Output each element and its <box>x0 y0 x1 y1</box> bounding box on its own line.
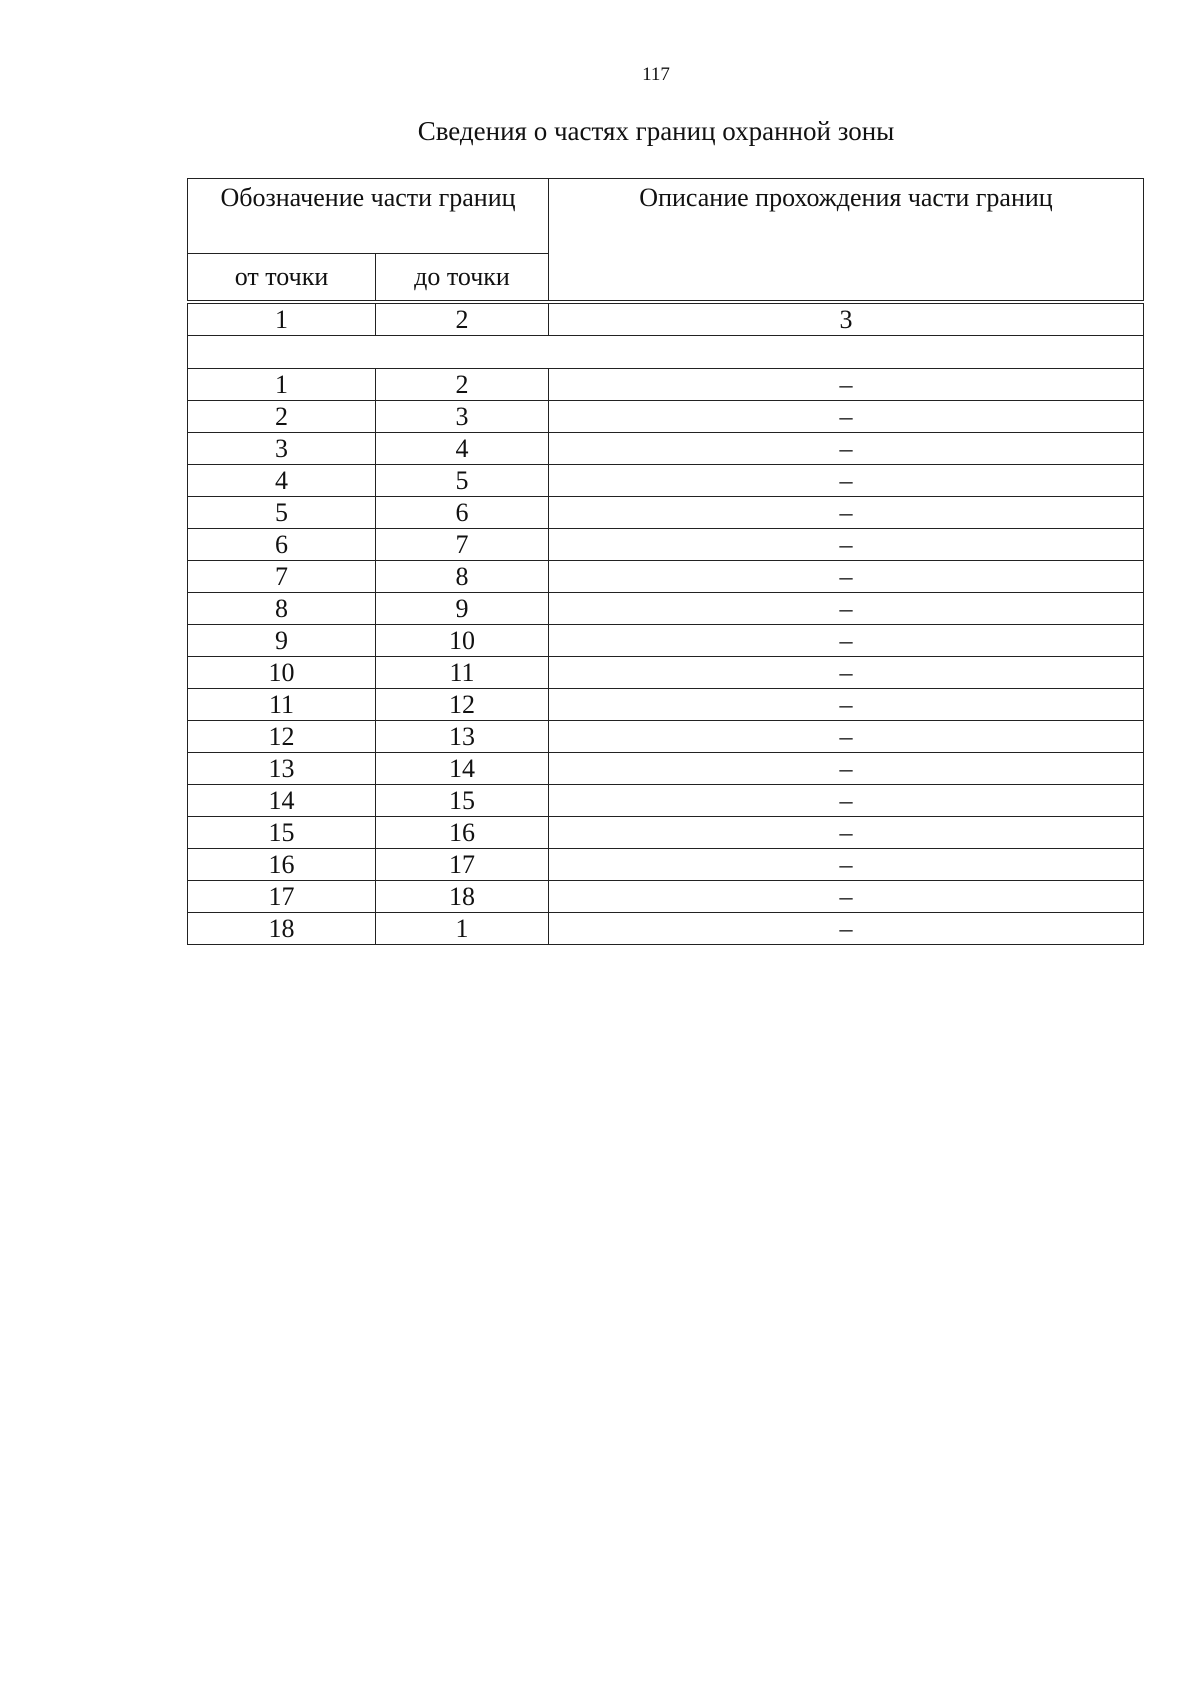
from-point-cell: 4 <box>188 465 376 497</box>
description-cell: – <box>549 881 1144 913</box>
table-row <box>188 593 1144 625</box>
from-point-cell: 15 <box>188 817 376 849</box>
header-from-point: от точки <box>188 254 376 301</box>
from-point-cell: 7 <box>188 561 376 593</box>
table-row <box>188 497 1144 529</box>
column-number: 3 <box>549 304 1144 336</box>
description-cell: – <box>549 593 1144 625</box>
to-point-cell: 11 <box>376 657 549 689</box>
description-cell: – <box>549 913 1144 945</box>
description-cell: – <box>549 529 1144 561</box>
from-point-cell: 10 <box>188 657 376 689</box>
to-point-cell: 14 <box>376 753 549 785</box>
document-title: Сведения о частях границ охранной зоны <box>417 116 895 146</box>
table-row <box>188 913 1144 945</box>
column-number: 1 <box>188 304 376 336</box>
table-row <box>188 369 1144 401</box>
section-label <box>188 336 1144 369</box>
table-row <box>188 561 1144 593</box>
to-point-cell: 16 <box>376 817 549 849</box>
description-cell: – <box>549 785 1144 817</box>
column-numbering-row <box>188 304 1144 336</box>
to-point-cell: 10 <box>376 625 549 657</box>
from-point-cell: 1 <box>188 369 376 401</box>
from-point-cell: 16 <box>188 849 376 881</box>
to-point-cell: 8 <box>376 561 549 593</box>
description-cell: – <box>549 689 1144 721</box>
table-row <box>188 657 1144 689</box>
to-point-cell: 18 <box>376 881 549 913</box>
description-cell: – <box>549 817 1144 849</box>
table-row <box>188 721 1144 753</box>
description-cell: – <box>549 401 1144 433</box>
header-to-point: до точки <box>376 254 549 301</box>
to-point-cell: 4 <box>376 433 549 465</box>
from-point-cell: 8 <box>188 593 376 625</box>
from-point-cell: 17 <box>188 881 376 913</box>
column-number: 2 <box>376 304 549 336</box>
from-point-cell: 2 <box>188 401 376 433</box>
table-row <box>188 625 1144 657</box>
to-point-cell: 3 <box>376 401 549 433</box>
header-boundary-designation: Обозначение части границ <box>188 179 549 254</box>
description-cell: – <box>549 497 1144 529</box>
from-point-cell: 13 <box>188 753 376 785</box>
table-row <box>188 753 1144 785</box>
description-cell: – <box>549 369 1144 401</box>
description-cell: – <box>549 721 1144 753</box>
from-point-cell: 3 <box>188 433 376 465</box>
table-row <box>188 529 1144 561</box>
to-point-cell: 5 <box>376 465 549 497</box>
from-point-cell: 18 <box>188 913 376 945</box>
table-row <box>188 465 1144 497</box>
header-boundary-description: Описание прохождения части границ <box>549 179 1144 301</box>
from-point-cell: 11 <box>188 689 376 721</box>
section-row <box>188 336 1144 369</box>
table-row <box>188 881 1144 913</box>
from-point-cell: 6 <box>188 529 376 561</box>
table-row <box>188 849 1144 881</box>
to-point-cell: 1 <box>376 913 549 945</box>
description-cell: – <box>549 849 1144 881</box>
table-row <box>188 785 1144 817</box>
table-row <box>188 817 1144 849</box>
to-point-cell: 15 <box>376 785 549 817</box>
page-number: 117 <box>642 64 670 85</box>
description-cell: – <box>549 753 1144 785</box>
description-cell: – <box>549 465 1144 497</box>
table-row <box>188 689 1144 721</box>
description-cell: – <box>549 657 1144 689</box>
table-row <box>188 401 1144 433</box>
description-cell: – <box>549 625 1144 657</box>
description-cell: – <box>549 561 1144 593</box>
from-point-cell: 9 <box>188 625 376 657</box>
table-row <box>188 433 1144 465</box>
from-point-cell: 14 <box>188 785 376 817</box>
description-cell: – <box>549 433 1144 465</box>
from-point-cell: 5 <box>188 497 376 529</box>
to-point-cell: 6 <box>376 497 549 529</box>
to-point-cell: 7 <box>376 529 549 561</box>
to-point-cell: 9 <box>376 593 549 625</box>
boundary-parts-table <box>187 178 1144 945</box>
to-point-cell: 17 <box>376 849 549 881</box>
to-point-cell: 12 <box>376 689 549 721</box>
to-point-cell: 2 <box>376 369 549 401</box>
to-point-cell: 13 <box>376 721 549 753</box>
from-point-cell: 12 <box>188 721 376 753</box>
